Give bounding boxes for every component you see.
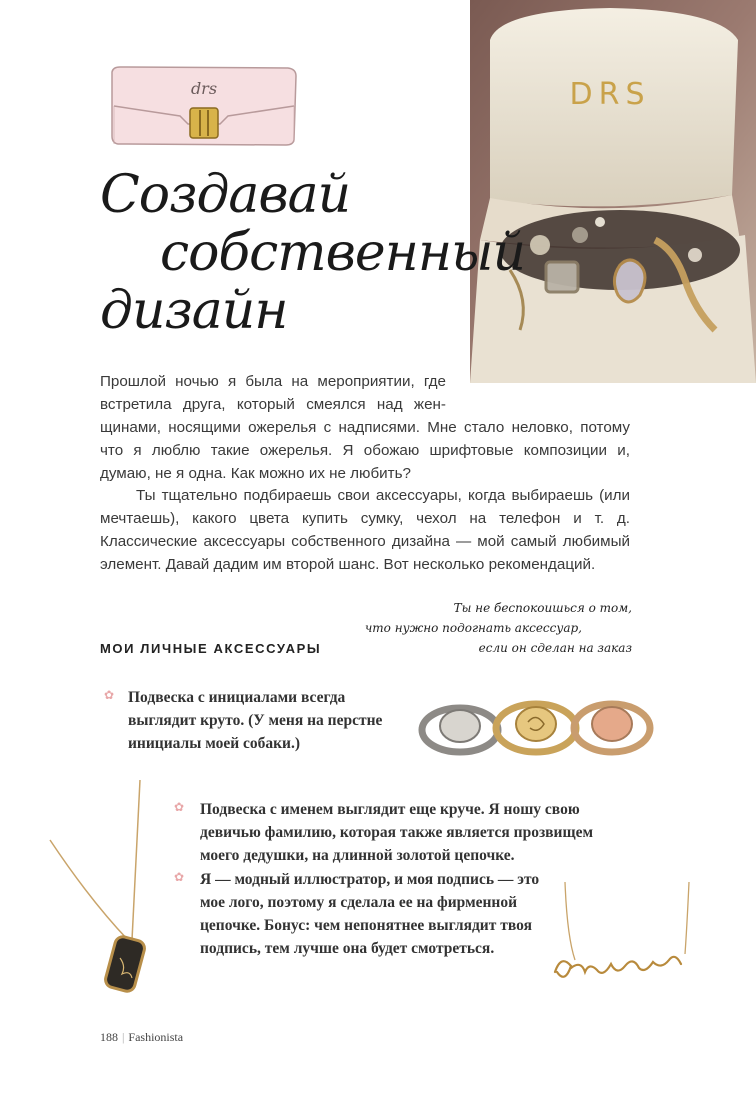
footer-separator: | [122,1030,125,1044]
signet-rings-photo [418,690,654,762]
bullet-item-signature: Я — модный иллюстратор, и моя подпись — это мое лого, поэтому я сделала ее на фирменной цепочке. Бонус: чем непонятнее выглядит твоя подпись, тем лучше она будет смотреться. [200,871,540,957]
section-heading: МОИ ЛИЧНЫЕ АКСЕССУАРЫ [100,641,322,656]
pouch-monogram: DRS [569,77,651,112]
flower-bullet-icon: ✿ [174,800,185,814]
bullet-item-initials: Подвеска с инициалами всегда выглядит круто. (У меня на перстне инициалы моей собаки.) [128,689,383,752]
page-number: 188 [100,1030,118,1044]
jewelry-pouch-photo [470,0,756,383]
flower-bullet-icon: ✿ [174,870,185,884]
intro-line-2: встретила друга, который смеялся над жен- [100,396,446,413]
aside-line-1: Ты не беспокоишься о том, [453,601,632,615]
aside-line-2: что нужно подогнать аксессуар, [364,621,582,635]
title-line-1: Создавай [100,165,351,225]
second-paragraph: Ты тщательно подбираешь свои аксессуары, когда выбираешь (или мечтаешь), какого цвета купить сумку, чехол на телефон и т. д. Классические аксессуары собственного дизайна — мой самый любимый элемент. Давай дадим им второй шанс. Вот несколько рекомендаций. [100,487,630,573]
title-line-2: собственный [160,223,525,283]
aside-line-3: если он сделан на заказ [478,641,632,655]
intro-rest: щинами, носящими ожерелья с надписями. Мне стало неловко, потому что я люблю такие ожерелья. Я обожаю шрифтовые композиции и, думаю, не я одна. Как можно их не любить? [100,419,630,482]
clutch-monogram: drs [190,79,218,98]
book-title: Fashionista [128,1030,184,1044]
name-tag-necklace-photo [40,780,170,1000]
handwritten-aside [340,598,632,658]
page-footer [100,1030,183,1045]
flower-bullet-icon: ✿ [104,688,115,702]
title-line-3: дизайн [100,281,288,341]
page-title [100,165,525,341]
clutch-illustration [108,64,300,148]
signature-necklace-photo [545,876,705,996]
intro-line-1: Прошлой ночью я была на мероприятии, где [100,373,446,390]
intro-paragraph [100,370,630,485]
bullet-item-name-necklace: Подвеска с именем выглядит еще круче. Я ношу свою девичью фамилию, которая также является прозвищем моего дедушки, на длинной золотой цепочке. [200,801,594,864]
